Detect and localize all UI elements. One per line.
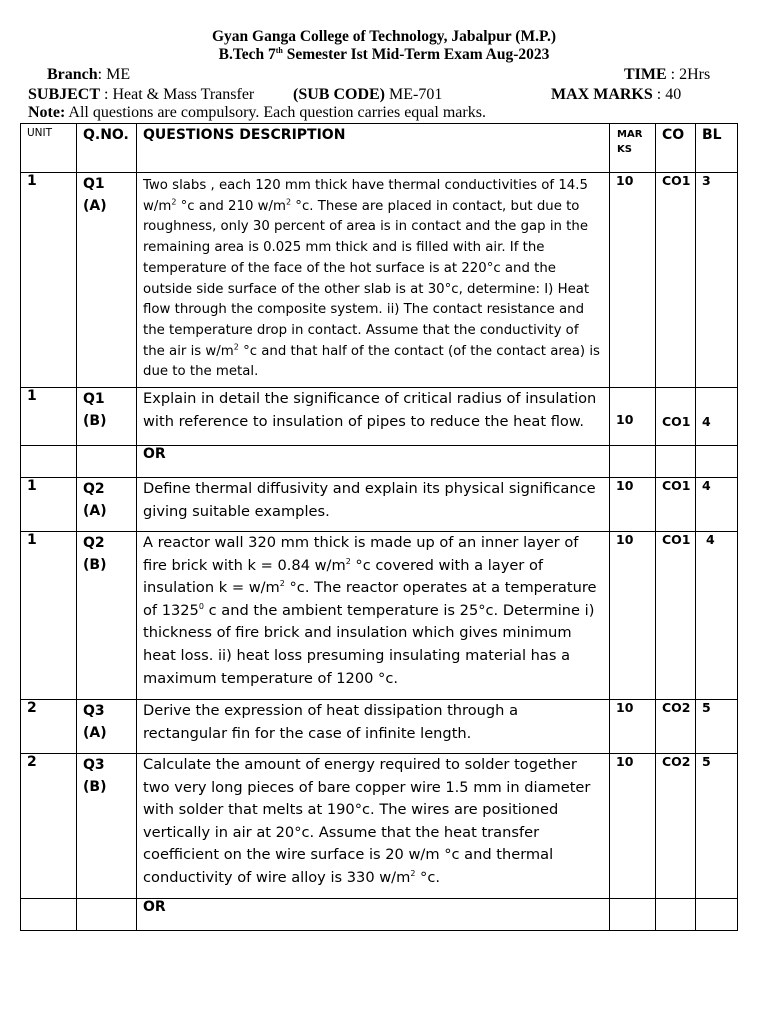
bl-cell: 5	[696, 754, 738, 899]
header-row	[21, 124, 738, 173]
marks-cell: 10	[610, 700, 656, 754]
marks-cell: 10	[610, 754, 656, 899]
question-text: Define thermal diffusivity and explain its physical significance giving suitable examples.	[137, 478, 610, 532]
questions-table	[20, 123, 738, 931]
co-cell: CO1	[656, 532, 696, 700]
bl-cell: 5	[696, 700, 738, 754]
table-row	[21, 532, 738, 700]
unit-header: UNIT	[21, 124, 77, 173]
note: Note: All questions are compulsory. Each question carries equal marks.	[28, 104, 486, 121]
question-text: Derive the expression of heat dissipation through a rectangular fin for the case of infinite length.	[137, 700, 610, 754]
table-row	[21, 700, 738, 754]
qno-cell: Q1 (A)	[77, 173, 137, 388]
co-cell: CO1	[656, 478, 696, 532]
or-row	[21, 446, 738, 478]
co-header: CO	[656, 124, 696, 173]
marks-cell: 10	[610, 478, 656, 532]
co-cell: CO2	[656, 754, 696, 899]
table-row	[21, 754, 738, 899]
qno-cell: Q3 (A)	[77, 700, 137, 754]
qno-header: Q.NO.	[77, 124, 137, 173]
bl-cell: 4	[696, 388, 738, 446]
marks-cell: 10	[610, 173, 656, 388]
unit-cell: 2	[21, 700, 77, 754]
question-text: Explain in detail the significance of critical radius of insulation with reference to insulation of pipes to reduce the heat flow.	[137, 388, 610, 446]
question-text: Calculate the amount of energy required to solder together two very long pieces of bare copper wire 1.5 mm in diameter with solder that melts at 190°c. The wires are positioned vertically in air at 20°c. Assume that the heat transfer coefficient on the wire surface is 20 w/m °c and thermal conductivity of wire alloy is 330 $w/m^2$ °c.	[137, 754, 610, 899]
time: TIME : 2Hrs	[624, 66, 711, 83]
unit-cell: 1	[21, 478, 77, 532]
qno-cell: Q2 (A)	[77, 478, 137, 532]
exam-title: B.Tech 7th Semester Ist Mid-Term Exam Aug-2023	[218, 45, 550, 63]
college-name: Gyan Ganga College of Technology, Jabalpur (M.P.)	[211, 28, 557, 45]
or-label: OR	[137, 899, 610, 931]
marks-header: MAR KS	[610, 124, 656, 173]
or-label: OR	[137, 446, 610, 478]
bl-cell: 4	[696, 532, 738, 700]
qno-cell: Q2 (B)	[77, 532, 137, 700]
qno-cell: Q1 (B)	[77, 388, 137, 446]
unit-cell: 2	[21, 754, 77, 899]
qno-cell: Q3 (B)	[77, 754, 137, 899]
bl-cell: 4	[696, 478, 738, 532]
or-row	[21, 899, 738, 931]
table-row	[21, 388, 738, 446]
question-text: Two slabs , each 120 mm thick have thermal conductivities of 14.5 $w/m^2$ °c and 210 $w/m^2$ °c. These are placed in contact, but due to roughness, only 30 percent of area is in contact and the gap in the remaining area is 0.025 mm thick and is filled with air. If the temperature of the face of the hot surface is at 220°c and the outside side surface of the other slab is at 30°c, determine: I) Heat flow through the composite system. ii) The contact resistance and the temperature drop in contact. Assume that the conductivity of the air is $w/m^2$ °c and that half of the contact (of the contact area) is due to the metal.	[137, 173, 610, 388]
description-header: QUESTIONS DESCRIPTION	[137, 124, 610, 173]
max-marks: MAX MARKS : 40	[551, 86, 682, 103]
table-row	[21, 478, 738, 532]
co-cell: CO2	[656, 700, 696, 754]
sub-code: (SUB CODE) ME-701	[293, 86, 443, 103]
bl-header: BL	[696, 124, 738, 173]
co-cell: CO1	[656, 173, 696, 388]
co-cell: CO1	[656, 388, 696, 446]
subject: SUBJECT : Heat & Mass Transfer	[28, 86, 255, 103]
branch: Branch: ME	[47, 66, 131, 83]
marks-cell: 10	[610, 388, 656, 446]
unit-cell: 1	[21, 532, 77, 700]
unit-cell: 1	[21, 388, 77, 446]
table-row	[21, 173, 738, 388]
bl-cell: 3	[696, 173, 738, 388]
question-text: A reactor wall 320 mm thick is made up of an inner layer of fire brick with k = 0.84 $w/m^2$ °c covered with a layer of insulation $k = w/m^2$ °c. The reactor operates at a temperature of 1325$^0$ c and the ambient temperature is 25°c. Determine i) thickness of fire brick and insulation which gives minimum heat loss. ii) heat loss presuming insulating material has a maximum temperature of 1200 °c.	[137, 532, 610, 700]
unit-cell: 1	[21, 173, 77, 388]
marks-cell: 10	[610, 532, 656, 700]
